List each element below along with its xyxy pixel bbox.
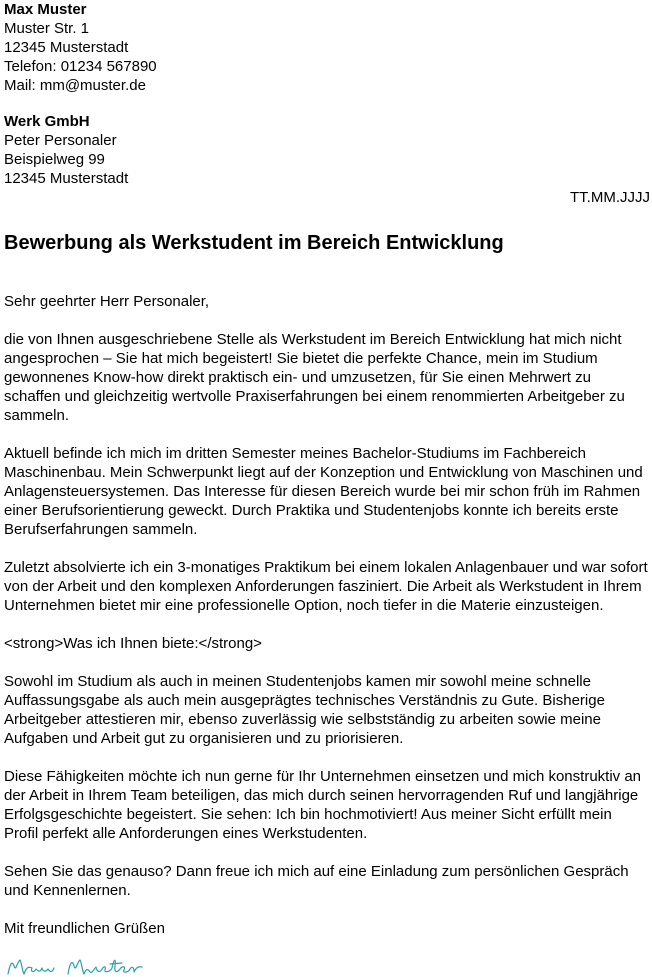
handwritten-signature — [6, 954, 156, 977]
body-paragraph-5: Diese Fähigkeiten möchte ich nun gerne für Ihr Unternehmen einsetzen und mich konstruktiv an der Arbeit in Ihrem Team beteiligen, das mich durch seinen hervorragenden Ruf und langjährige Erfolgsgeschichte begeistert. Sie sehen: Ich bin hochmotiviert! Aus meiner Sicht erfüllt mein Profil perfekt alle Anforderungen eines Werkstudenten. — [4, 768, 642, 842]
recipient-street: Beispielweg 99 — [4, 151, 105, 168]
sender-mail: Mail: mm@muster.de — [4, 77, 146, 94]
body-paragraph-6: Sehen Sie das genauso? Dann freue ich mich auf eine Einladung zum persönlichen Gespräch und Kennenlernen. — [4, 863, 629, 899]
body-paragraph-2: Aktuell befinde ich mich im dritten Semester meines Bachelor-Studiums im Fachbereich Maschinenbau. Mein Schwerpunkt liegt auf der Konzeption und Entwicklung von Maschinen und Anlagensteuersystemen. Das Interesse für diesen Bereich wurde bei mir schon früh im Rahmen einer Berufsorientierung geweckt. Durch Praktika und Studentenjobs konnte ich bereits erste Berufserfahrungen sammeln. — [4, 445, 643, 538]
body-paragraph-1: die von Ihnen ausgeschriebene Stelle als Werkstudent im Bereich Entwicklung hat mich nicht angesprochen – Sie hat mich begeistert! Sie bietet die perfekte Chance, mein im Studium gewonnenes Know-how direkt praktisch ein- und umzusetzen, für Sie einen Mehrwert zu schaffen und gleichzeitig wertvolle Praxiserfahrungen bei einem renommierten Arbeitgeber zu sammeln. — [4, 331, 625, 424]
body-paragraph-4: Sowohl im Studium als auch in meinen Studentenjobs kamen mir sowohl meine schnelle Auffassungsgabe als auch mein ausgeprägtes technisches Verständnis zu Gute. Bisherige Arbeitgeber attestieren mir, ebenso zuverlässig wie selbstständig zu arbeiten sowie meine Aufgaben und Arbeit gut zu organisieren und zu priorisieren. — [4, 673, 605, 747]
recipient-company: Werk GmbH — [4, 113, 90, 130]
recipient-city: 12345 Musterstadt — [4, 170, 129, 187]
recipient-contact: Peter Personaler — [4, 132, 117, 149]
letter-body — [4, 292, 650, 957]
sender-address — [4, 0, 157, 95]
sender-phone: Telefon: 01234 567890 — [4, 58, 157, 75]
body-paragraph-heading: <strong>Was ich Ihnen biete:</strong> — [4, 635, 262, 652]
letter-subject: Bewerbung als Werkstudent im Bereich Entwicklung — [4, 232, 504, 254]
body-paragraph-3: Zuletzt absolvierte ich ein 3-monatiges Praktikum bei einem lokalen Anlagenbauer und war sofort von der Arbeit und den komplexen Anforderungen fasziniert. Die Arbeit als Werkstudent in Ihrem Unternehmen bietet mir eine professionelle Option, noch tiefer in die Materie einzusteigen. — [4, 559, 648, 614]
salutation: Sehr geehrter Herr Personaler, — [4, 293, 210, 310]
recipient-address — [4, 112, 128, 188]
letter-date: TT.MM.JJJJ — [570, 189, 650, 206]
signature-strokes — [8, 960, 142, 974]
sender-street: Muster Str. 1 — [4, 20, 90, 37]
sender-name: Max Muster — [4, 1, 87, 18]
closing: Mit freundlichen Grüßen — [4, 920, 165, 937]
sender-city: 12345 Musterstadt — [4, 39, 129, 56]
